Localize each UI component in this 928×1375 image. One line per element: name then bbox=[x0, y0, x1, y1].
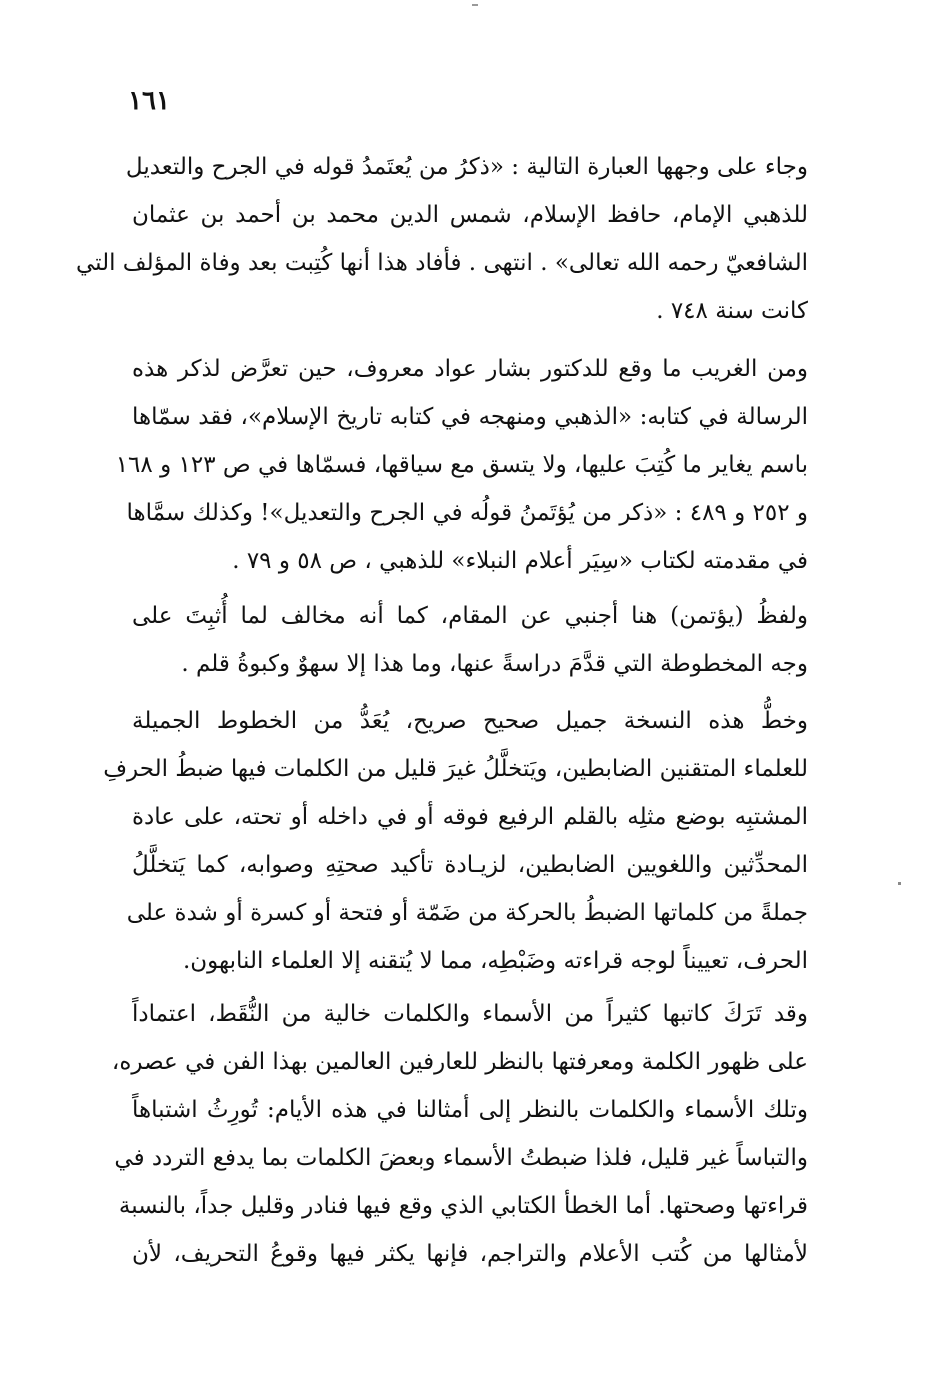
text-line: المحدِّثين واللغويين الضابطين، لزيـادة تأكيد صحتِهِ وصوابه، كما يَتخلَّلُ bbox=[132, 852, 808, 878]
paragraph-1 bbox=[75, 143, 808, 335]
text-line: على ظهور الكلمة ومعرفتها بالنظر للعارفين العالمين بهذا الفن في عصره، bbox=[111, 1049, 808, 1075]
text-line: في مقدمته لكتاب «سِيَر أعلام النبلاء» للذهبي ، ص ٥٨ و ٧٩ . bbox=[232, 548, 808, 574]
scan-mark bbox=[472, 4, 478, 6]
text-line: جملةً من كلماتها الضبطُ بالحركة من ضَمّة أو فتحة أو كسرة أو شدة على bbox=[126, 900, 808, 926]
text-line: وجاء على وجهها العبارة التالية : «ذكرُ من يُعتَمدُ قوله في الجرح والتعديل bbox=[125, 154, 808, 180]
text-line: للذهبي الإمام، حافظ الإسلام، شمس الدين محمد بن أحمد بن عثمان bbox=[132, 202, 808, 228]
text-line: وقد تَرَكَ كاتبها كثيراً من الأسماء والكلمات خالية من النُّقَط، اعتماداً bbox=[132, 1001, 808, 1027]
paragraph-2 bbox=[115, 345, 808, 585]
text-line: المشتبِه بوضع مثلِه بالقلم الرفيع فوقه أو في داخله أو تحته، على عادة bbox=[132, 804, 808, 830]
paragraph-3 bbox=[132, 592, 808, 688]
text-line: وجه المخطوطة التي قدَّمَ دراسةً عنها، وما هذا إلا سهوٌ وكبوةُ قلم . bbox=[181, 651, 808, 677]
text-line: وتلك الأسماء والكلمات بالنظر إلى أمثالنا في هذه الأيام: تُورِثُ اشتباهاً bbox=[132, 1097, 808, 1123]
text-line: قراءتها وصحتها. أما الخطأ الكتابي الذي وقع فيها فنادر وقليل جداً، بالنسبة bbox=[118, 1193, 808, 1219]
paragraph-4 bbox=[103, 697, 808, 985]
text-line: والتباساً غير قليل، فلذا ضبطتُ الأسماء وبعضَ الكلمات بما يدفع التردد في bbox=[114, 1145, 808, 1171]
text-line: و ٢٥٢ و ٤٨٩ : «ذكر من يُؤتَمنُ قولُه في الجرح والتعديل»! وكذلك سمَّاها bbox=[126, 500, 808, 526]
text-line: كانت سنة ٧٤٨ . bbox=[656, 298, 808, 324]
text-line: ومن الغريب ما وقع للدكتور بشار عواد معروف، حين تعرَّض لذكر هذه bbox=[132, 356, 808, 382]
text-line: للعلماء المتقنين الضابطين، ويَتخلَّلُ غيرَ قليل من الكلمات فيها ضبطُ الحرفِ bbox=[103, 756, 808, 782]
text-line: الشافعيّ رحمه الله تعالى» . انتهى . فأفاد هذا أنها كُتِبت بعد وفاة المؤلف التي bbox=[75, 250, 808, 276]
paragraph-5 bbox=[111, 990, 808, 1278]
text-line: وخطُّ هذه النسخة جميل صحيح صريح، يُعَدُّ من الخطوط الجميلة bbox=[132, 708, 808, 734]
text-line: الرسالة في كتابه: «الذهبي ومنهجه في كتابه تاريخ الإسلام»، فقد سمّاها bbox=[132, 404, 808, 430]
text-line: ولفظُ (يؤتمن) هنا أجنبي عن المقام، كما أنه مخالف لما أُثبِتَ على bbox=[132, 603, 808, 629]
page-number: ١٦١ bbox=[128, 86, 170, 116]
text-line: باسم يغاير ما كُتِبَ عليها، ولا يتسق مع سياقها، فسمّاها في ص ١٢٣ و ١٦٨ bbox=[115, 452, 808, 478]
text-line: لأمثالها من كُتب الأعلام والتراجم، فإنها يكثر فيها وقوعُ التحريف، لأن bbox=[132, 1241, 808, 1267]
text-line: الحرف، تعييناً لوجه قراءته وضَبْطِه، مما لا يُتقنه إلا العلماء النابهون. bbox=[182, 948, 808, 974]
scan-mark bbox=[898, 882, 901, 885]
